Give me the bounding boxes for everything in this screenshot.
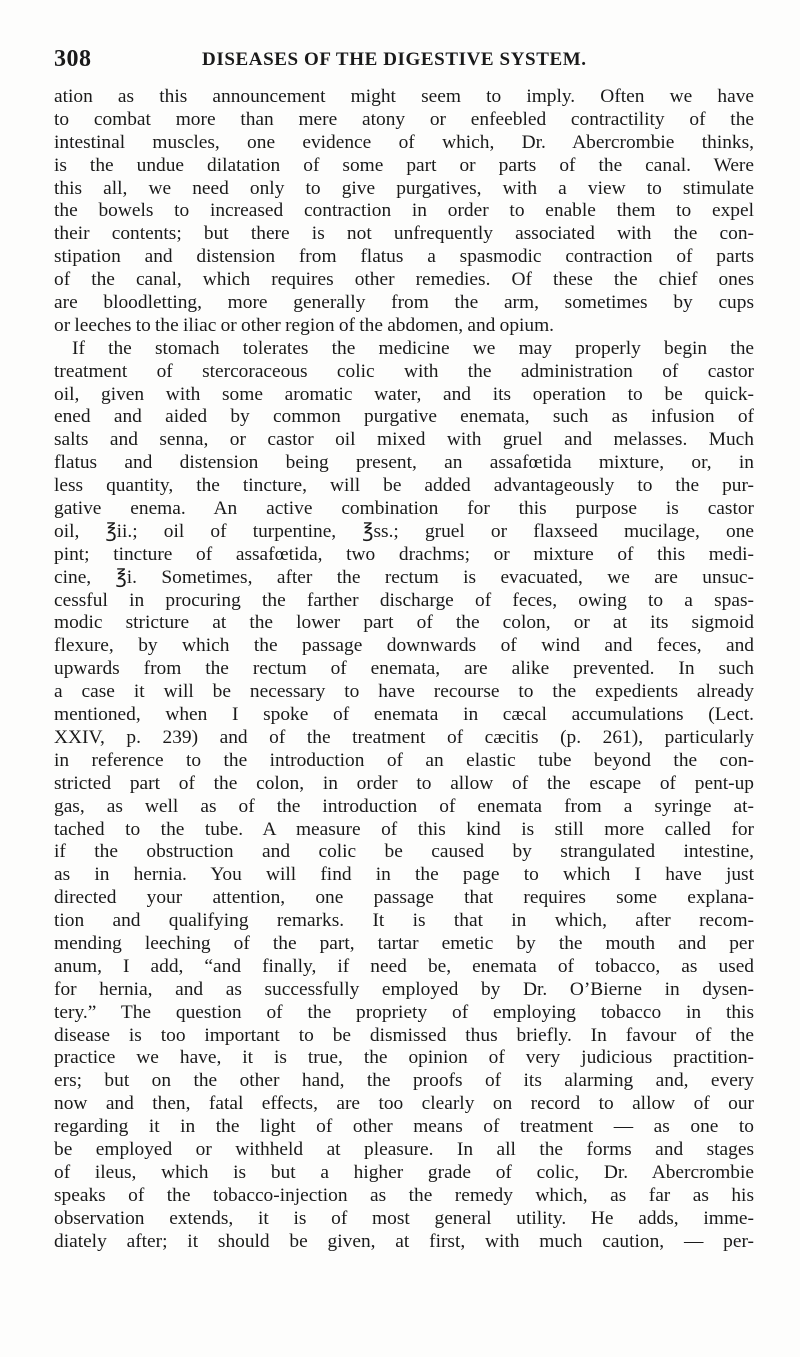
text-line: XXIV, p. 239) and of the treatment of cæcitis (p. 261), particularly [54,726,754,748]
text-line: upwards from the rectum of enemata, are alike prevented. In such [54,658,754,680]
text-line: pint; tincture of assafœtida, two drachms; or mixture of this medi- [54,543,754,565]
text-line: or leeches to the iliac or other region of the abdomen, and opium. [54,314,555,336]
text-line: flatus and distension being present, an assafœtida mixture, or, in [54,452,754,474]
text-line: of the canal, which requires other remedies. Of these the chief ones [54,269,754,291]
text-line: disease is too important to be dismissed thus briefly. In favour of the [54,1024,754,1046]
text-line: tery.” The question of the propriety of employing tobacco in this [54,1001,754,1023]
text-line: oil, ℥ii.; oil of turpentine, ℥ss.; gruel or flaxseed mucilage, one [54,520,754,542]
text-line: mending leeching of the part, tartar emetic by the mouth and per [54,932,754,954]
text-line: ation as this announcement might seem to imply. Often we have [54,86,754,107]
text-line: ened and aided by common purgative enemata, such as infusion of [54,406,754,428]
text-line: treatment of stercoraceous colic with the administration of castor [54,360,754,382]
text-line: as in hernia. You will find in the page to which I have just [54,864,754,886]
text-line: cine, ℥i. Sometimes, after the rectum is evacuated, we are unsuc- [54,566,754,588]
text-line: stricted part of the colon, in order to allow of the escape of pent-up [54,772,754,794]
running-title: DISEASES OF THE DIGESTIVE SYSTEM. [202,49,587,70]
running-head [54,46,750,74]
text-line: if the obstruction and colic be caused by strangulated intestine, [54,841,754,863]
text-line: ers; but on the other hand, the proofs of its alarming and, every [54,1070,754,1092]
text-line: this all, we need only to give purgatives, with a view to stimulate [54,177,754,199]
text-line: If the stomach tolerates the medicine we may properly begin the [72,337,754,359]
body-text [54,86,754,1253]
text-line: in reference to the introduction of an elastic tube beyond the con- [54,749,754,771]
text-line: practice we have, it is true, the opinion of very judicious practition- [54,1047,754,1069]
text-line: stipation and distension from flatus a spasmodic contraction of parts [54,246,754,268]
text-line: speaks of the tobacco-injection as the remedy which, as far as his [54,1184,754,1206]
text-line: tion and qualifying remarks. It is that in which, after recom- [54,910,754,932]
text-line: mentioned, when I spoke of enemata in cæcal accumulations (Lect. [54,704,754,726]
text-line: be employed or withheld at pleasure. In all the forms and stages [54,1138,754,1160]
text-line: intestinal muscles, one evidence of which, Dr. Abercrombie thinks, [54,131,754,153]
text-line: gative enema. An active combination for this purpose is castor [54,498,754,520]
text-line: now and then, fatal effects, are too clearly on record to allow of our [54,1093,754,1115]
text-line: directed your attention, one passage that requires some explana- [54,887,754,909]
text-line: salts and senna, or castor oil mixed with gruel and melasses. Much [54,429,754,451]
text-line: anum, I add, “and finally, if need be, enemata of tobacco, as used [54,955,754,977]
text-line: for hernia, and as successfully employed by Dr. O’Bierne in dysen- [54,978,754,1000]
text-line: observation extends, it is of most general utility. He adds, imme- [54,1207,754,1229]
text-line: of ileus, which is but a higher grade of colic, Dr. Abercrombie [54,1161,754,1183]
text-line: is the undue dilatation of some part or parts of the canal. Were [54,154,754,176]
text-line: regarding it in the light of other means of treatment — as one to [54,1116,754,1138]
text-line: the bowels to increased contraction in order to enable them to expel [54,200,754,222]
text-line: less quantity, the tincture, will be added advantageously to the pur- [54,475,754,497]
page-number: 308 [54,46,92,72]
text-line: to combat more than mere atony or enfeebled contractility of the [54,108,754,130]
text-line: cessful in procuring the farther discharge of feces, owing to a spas- [54,589,754,611]
text-line: their contents; but there is not unfrequently associated with the con- [54,223,754,245]
text-line: gas, as well as of the introduction of enemata from a syringe at- [54,795,754,817]
text-line: a case it will be necessary to have recourse to the expedients already [54,681,754,703]
text-line: tached to the tube. A measure of this kind is still more called for [54,818,754,840]
text-line: diately after; it should be given, at first, with much caution, — per- [54,1230,754,1252]
text-line: modic stricture at the lower part of the colon, or at its sigmoid [54,612,754,634]
text-line: oil, given with some aromatic water, and its operation to be quick- [54,383,754,405]
text-line: are bloodletting, more generally from the arm, sometimes by cups [54,292,754,314]
text-line: flexure, by which the passage downwards of wind and feces, and [54,635,754,657]
